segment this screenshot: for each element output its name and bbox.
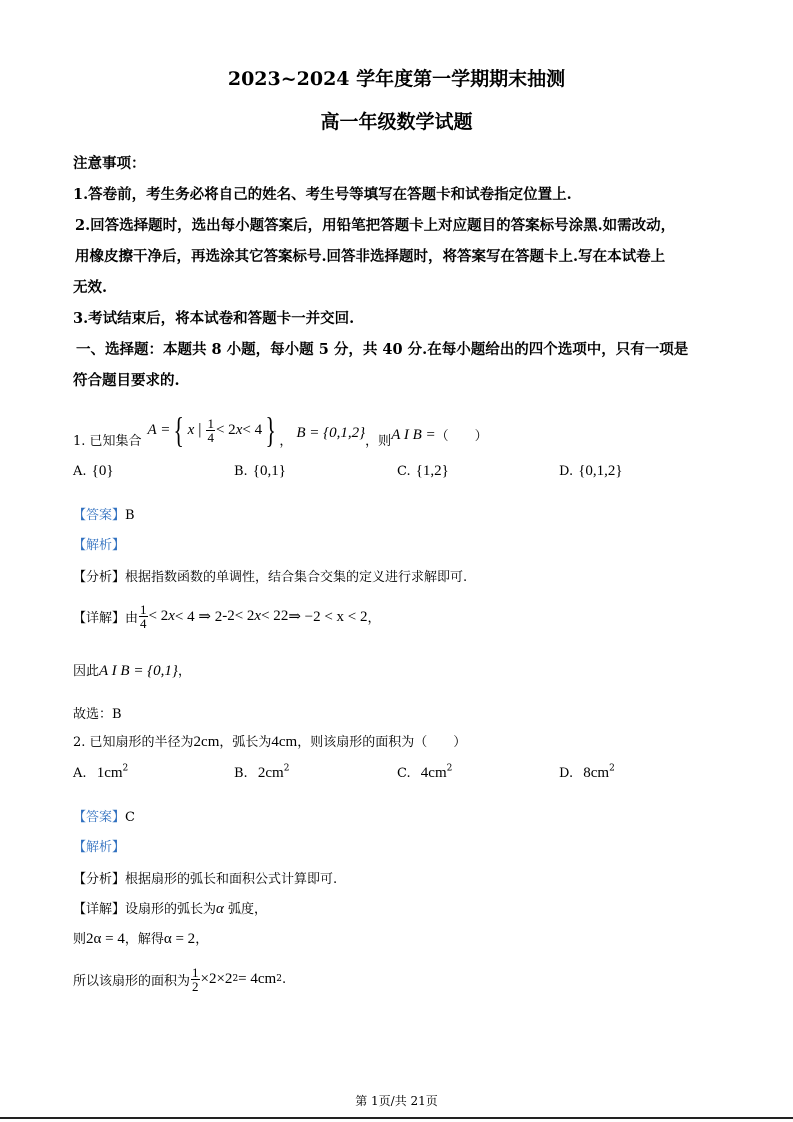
q1-option-b: B. {0,1} — [234, 463, 286, 479]
q1-answer: 【答案】B — [73, 508, 135, 523]
q1-conclusion: 故选：B — [73, 707, 122, 722]
q1-set-b: B = {0,1,2} — [296, 424, 366, 441]
q1-analysis-tag: 【解析】 — [73, 538, 126, 553]
q2-fenxi: 【分析】根据扇形的弧长和面积公式计算即可. — [73, 872, 338, 887]
exam-title: 2023~2024 学年度第一学期期末抽测 — [227, 68, 566, 90]
q1-comma: ， — [279, 433, 293, 449]
q2-option-d: D. $8cm^2$ — [559, 763, 615, 781]
q1-ask: A I B = — [391, 426, 436, 443]
q2-option-c: C. $4cm^2$ — [397, 763, 453, 781]
q2-answer: 【答案】C — [73, 810, 135, 825]
q1-fraction — [206, 417, 215, 444]
exam-subtitle: 高一年级数学试题 — [320, 111, 473, 133]
q1-paren: （ ） — [435, 428, 488, 444]
q1-detail: 【详解】 由 $\frac{1}{4}$ < 2 x < 4 ⇒ 2 -2 < 2 x < 2 2 ⇒ −2 < x < 2 ， — [73, 601, 381, 631]
question-1-stem — [73, 408, 488, 452]
footer-divider — [0, 1117, 793, 1119]
note-item-3: 3.考试结束后，将本试卷和答题卡一并交回. — [73, 310, 355, 327]
q1-ineq-tail: < 4 — [242, 421, 263, 438]
q1-fenxi: 【分析】根据指数函数的单调性，结合集合交集的定义进行求解即可. — [73, 570, 468, 585]
q2-analysis-tag: 【解析】 — [73, 840, 126, 855]
q1-option-c: C. {1,2} — [397, 463, 449, 479]
page-number: 第 1页/共 21页 — [355, 1094, 438, 1108]
q1-option-d: D. {0,1,2} — [559, 463, 623, 479]
q2-detail-1: 【详解】设扇形的弧长为α 弧度， — [73, 901, 268, 917]
question-2-stem: 2. 已知扇形的半径为2cm，弧长为4cm，则该扇形的面积为（ ） — [73, 734, 467, 750]
note-item-2-line-1: 2.回答选择题时，选出每小题答案后，用铅笔把答题卡上对应题目的答案标号涂黑.如需改动， — [75, 217, 676, 234]
q1-set-a: A = { x | $\frac{1}{4}$ < 2 x < 4 } — [147, 410, 276, 450]
q1-option-a: A. {0} — [73, 463, 114, 479]
section-1-heading-cont: 符合题目要求的. — [73, 372, 180, 389]
q2-option-b: B. $2cm^2$ — [234, 763, 290, 781]
note-item-2-line-2: 用橡皮擦干净后，再选涂其它答案标号.回答非选择题时，将答案写在答题卡上.写在本试卷上 — [75, 248, 666, 265]
q1-prefix: 1. 已知集合 — [73, 433, 142, 449]
q2-option-a: A. $1cm^2$ — [73, 763, 129, 781]
note-item-2-line-3: 无效. — [73, 279, 108, 296]
q1-set-a-var: x — [187, 421, 195, 438]
note-item-1: 1.答卷前，考生务必将自己的姓名、考生号等填写在答题卡和试卷指定位置上. — [73, 186, 572, 203]
q2-detail-3: 所以该扇形的面积为 $\frac{1}{2}$ ×2×2 2 = 4cm 2 . — [73, 964, 287, 994]
right-brace-icon: } — [265, 410, 276, 450]
q1-ineq: < 2 — [215, 421, 236, 438]
q2-detail-2: 则2α = 4，解得α = 2， — [73, 931, 209, 947]
q1-set-a-label: A = — [147, 421, 171, 438]
q1-then: ，则 — [365, 433, 392, 449]
q1-frac-den: 4 — [207, 429, 214, 445]
q1-therefore: 因此A I B = {0,1}， — [73, 663, 191, 679]
q1-exp: x — [235, 421, 243, 438]
q1-frac-num: 1 — [207, 415, 214, 431]
notes-heading: 注意事项： — [73, 155, 146, 172]
left-brace-icon: { — [173, 410, 185, 450]
section-1-heading: 一、选择题：本题共 8 小题，每小题 5 分，共 40 分.在每小题给出的四个选项中，只有一项是 — [76, 341, 689, 358]
